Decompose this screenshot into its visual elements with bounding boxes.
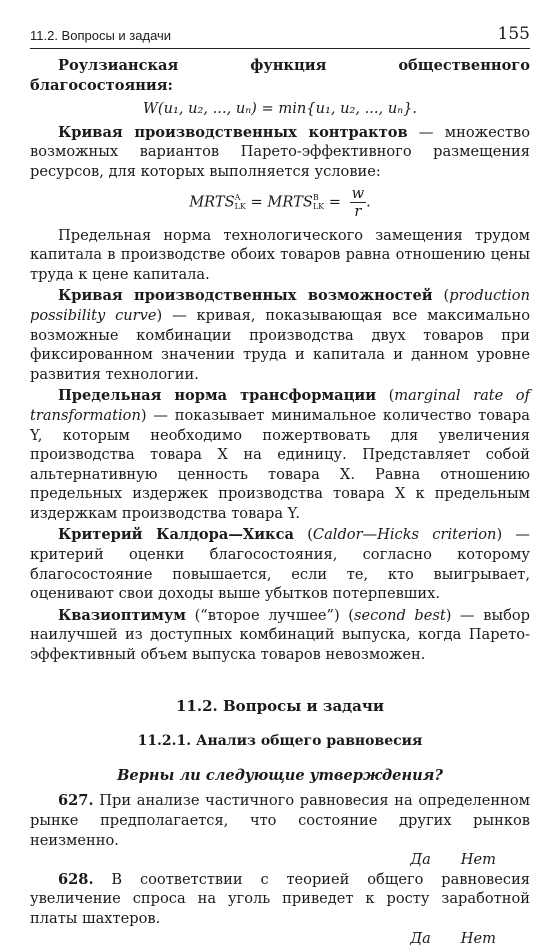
q628-no[interactable]: Нет xyxy=(460,929,496,947)
mrts-right: MRTS xyxy=(267,193,313,211)
question-header: Верны ли следующие утверждения? xyxy=(117,766,443,784)
subsection-title: 11.2.1. Анализ общего равновесия xyxy=(137,733,423,750)
wage-rent-fraction xyxy=(350,185,367,220)
kh-definition xyxy=(30,525,530,603)
q627-no[interactable]: Нет xyxy=(460,851,496,869)
q628-yes[interactable]: Да xyxy=(410,929,431,947)
mrts-sup-b: B xyxy=(312,193,319,203)
page-content xyxy=(30,56,530,948)
contract-term: Кривая производственных контрактов xyxy=(58,123,408,141)
question-627 xyxy=(30,791,530,850)
mrts-equals-2: = xyxy=(324,193,346,211)
mrt-english: marginal rate of transformation xyxy=(30,387,530,424)
kh-english: Caldor—Hicks criterion xyxy=(312,526,497,544)
mrt-definition xyxy=(30,386,530,523)
ppc-text: ) — кривая, показывающая все максимально возможные комбинации производства двух товаров при фиксированном значении труда и капитала и данном уровне развития технологии. xyxy=(30,306,530,383)
quasi-definition xyxy=(30,606,530,665)
fraction-numerator: w xyxy=(351,184,365,202)
mrt-open: ( xyxy=(376,387,395,405)
ppc-definition xyxy=(30,286,530,384)
q627-yes[interactable]: Да xyxy=(410,851,431,869)
mrt-term: Предельная норма трансформации xyxy=(58,387,377,405)
header-rule xyxy=(30,48,530,49)
kh-term: Критерий Калдора—Хикса xyxy=(58,526,294,544)
page-number: 155 xyxy=(497,24,530,44)
q627-number: 627. xyxy=(58,792,94,810)
question-628 xyxy=(30,870,530,929)
mrt-text: ) — показывает минимальное количество товара Y, которым необходимо пожертвовать для увеличения производства товара X на единицу. Представляет собой альтернативную ценность товара X. Равна отношению предельных издержек производства товара X к предельным издержкам производства товара Y. xyxy=(30,406,530,522)
ppc-english: production possibility curve xyxy=(30,287,530,324)
q627-text: При анализе частичного равновесия на определенном рынке предполагается, что состояние других рынков неизменно. xyxy=(30,792,530,849)
mrts-left: MRTS xyxy=(189,193,235,211)
running-header xyxy=(30,22,530,48)
contract-text: — множество возможных вариантов Парето-эффективного размещения ресурсов, для которых выполняется условие: xyxy=(30,123,530,180)
quasi-term: Квазиоптимум xyxy=(58,606,186,624)
mrts-equals: = xyxy=(245,193,268,211)
kh-open: ( xyxy=(293,526,313,544)
rowls-title: Роулзианская функция общественного благосостояния: xyxy=(30,57,530,94)
section-title: 11.2. Вопросы и задачи xyxy=(176,696,384,715)
quasi-text-1: (“второе лучшее”) ( xyxy=(186,606,354,624)
mrts-explanation: Предельная норма технологического замещения трудом капитала в производстве обоих товаров равна отношению цены труда к цене капитала. xyxy=(30,226,530,283)
rowls-formula: W(u₁, u₂, ..., uₙ) = min{u₁, u₂, ..., uₙ}. xyxy=(142,100,418,118)
mrts-left-indices xyxy=(235,193,246,211)
mrts-formula xyxy=(30,185,530,220)
q628-number: 628. xyxy=(58,870,94,888)
mrts-sub-lk-1: LK xyxy=(234,202,246,212)
q628-answers xyxy=(30,929,530,948)
kh-text: ) — критерий оценки благосостояния, согласно которому благосостояние повышается, если те, кто выигрывает, оценивают свои доходы выше убытков потерпевших. xyxy=(30,526,530,603)
fraction-denominator: r xyxy=(354,202,362,220)
q627-answers xyxy=(30,850,530,870)
header-section: 11.2. Вопросы и задачи xyxy=(30,28,172,43)
q628-text: В соответствии с теорией общего равновесия увеличение спроса на уголь приведет к росту заработной платы шахтеров. xyxy=(30,870,530,927)
mrts-sub-lk-2: LK xyxy=(312,202,325,212)
ppc-open: ( xyxy=(432,287,450,305)
mrts-right-indices xyxy=(313,193,324,211)
ppc-term: Кривая производственных возможностей xyxy=(58,287,433,305)
contract-definition xyxy=(30,123,530,182)
quasi-english: second best xyxy=(354,606,446,624)
quasi-text-2: ) — выбор наилучшей из доступных комбинаций выпуска, когда Парето-эффективный объем выпуска товаров невозможен. xyxy=(30,606,530,664)
mrts-sup-a: A xyxy=(234,193,241,203)
mrts-period: . xyxy=(366,193,371,211)
